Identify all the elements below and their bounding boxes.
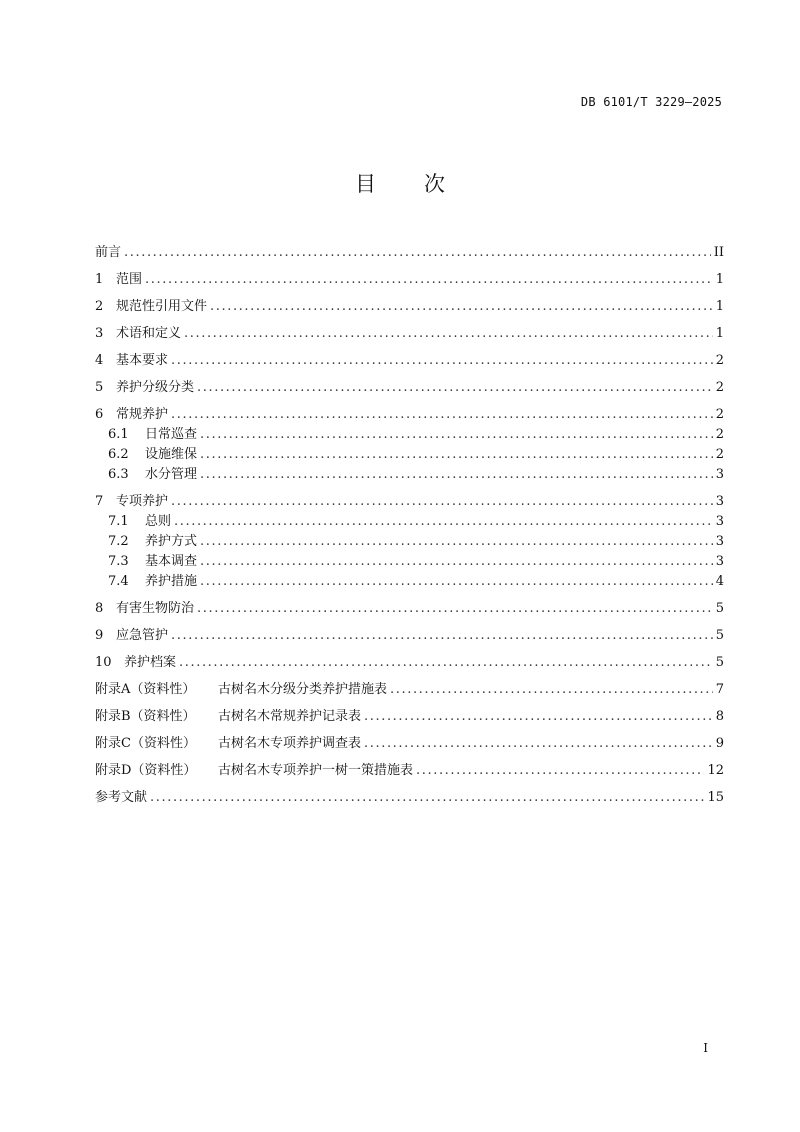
dot-leader <box>171 351 713 371</box>
toc-entry[interactable] <box>95 465 724 485</box>
toc-entry-page: 1 <box>715 299 724 314</box>
toc-entry-number: 5 <box>95 380 104 395</box>
toc-entry-page: 1 <box>715 272 724 287</box>
toc-entry-number: 6.1 <box>108 427 129 442</box>
toc-entry-page: 8 <box>715 709 724 724</box>
toc-entry-title: 基本要求 <box>116 353 169 368</box>
toc-entry-page: 3 <box>715 514 724 529</box>
toc-entry-title: 术语和定义 <box>116 326 182 341</box>
toc-entry[interactable] <box>95 599 724 619</box>
toc-entry-page: 3 <box>715 534 724 549</box>
page-title: 目次 <box>355 172 493 196</box>
toc-entry[interactable] <box>95 324 724 344</box>
page-number: I <box>703 1041 708 1055</box>
document-code: DB 6101/T 3229—2025 <box>580 95 722 109</box>
dot-leader <box>171 626 713 646</box>
toc-entry[interactable] <box>95 572 724 592</box>
toc-entry[interactable] <box>95 492 724 512</box>
toc-entry-number: 10 <box>95 655 112 670</box>
dot-leader <box>210 297 713 317</box>
toc-entry[interactable] <box>95 512 724 532</box>
toc-entry-number: 9 <box>95 628 104 643</box>
dot-leader <box>200 532 713 552</box>
dot-leader <box>145 270 713 290</box>
toc-entry-number: 4 <box>95 353 104 368</box>
toc-entry[interactable] <box>95 297 724 317</box>
toc-entry-page: 3 <box>715 494 724 509</box>
toc-entry-number: 7.4 <box>108 574 129 589</box>
toc-entry-number: 8 <box>95 601 104 616</box>
toc-entry[interactable] <box>95 378 724 398</box>
toc-entry-title: 常规养护 <box>116 407 169 422</box>
dot-leader <box>200 552 713 572</box>
toc-entry-number: 3 <box>95 326 104 341</box>
dot-leader <box>416 761 704 781</box>
toc-entry-title: 前言 <box>95 245 122 260</box>
dot-leader <box>184 324 713 344</box>
toc-entry[interactable] <box>95 351 724 371</box>
toc-entry-number: 7.3 <box>108 554 129 569</box>
toc-entry-number: 7.2 <box>108 534 129 549</box>
dot-leader <box>197 378 713 398</box>
toc-entry-number: 6 <box>95 407 104 422</box>
dot-leader <box>150 788 704 808</box>
toc-entry-title: 范围 <box>116 272 143 287</box>
toc-entry[interactable] <box>95 425 724 445</box>
dot-leader <box>364 707 713 727</box>
toc-entry-page: 2 <box>715 353 724 368</box>
toc-entry-page: 3 <box>715 467 724 482</box>
toc-entry-title: 有害生物防治 <box>116 601 195 616</box>
dot-leader <box>364 734 713 754</box>
toc-entry[interactable] <box>95 552 724 572</box>
toc-entry-page: 4 <box>715 574 724 589</box>
toc-entry[interactable] <box>95 788 724 808</box>
dot-leader <box>200 445 713 465</box>
toc-entry-title: 养护方式 <box>145 534 198 549</box>
dot-leader <box>200 572 713 592</box>
toc-entry-page: 9 <box>715 736 724 751</box>
toc-entry-number: 6.3 <box>108 467 129 482</box>
toc-entry-page: 5 <box>715 601 724 616</box>
toc-entry-title: 养护档案 <box>124 655 177 670</box>
toc-entry-title: 水分管理 <box>145 467 198 482</box>
toc-entry-number: 7.1 <box>108 514 129 529</box>
dot-leader <box>200 425 713 445</box>
toc-entry-title: 基本调查 <box>145 554 198 569</box>
toc-entry-page: 5 <box>715 628 724 643</box>
table-of-contents <box>95 243 724 808</box>
toc-entry-title: 古树名木专项养护调查表 <box>218 736 362 751</box>
dot-leader <box>197 599 713 619</box>
dot-leader <box>171 405 713 425</box>
toc-entry[interactable] <box>95 270 724 290</box>
toc-entry-title: 参考文献 <box>95 790 148 805</box>
toc-entry-number: 6.2 <box>108 447 129 462</box>
toc-entry-title: 总则 <box>145 514 172 529</box>
toc-entry-number: 附录D（资料性） <box>95 763 197 778</box>
toc-entry-title: 古树名木专项养护一树一策措施表 <box>218 763 414 778</box>
toc-entry-title: 日常巡查 <box>145 427 198 442</box>
toc-entry-page: 2 <box>715 407 724 422</box>
toc-entry-title: 设施维保 <box>145 447 198 462</box>
toc-entry[interactable] <box>95 532 724 552</box>
toc-entry-page: 5 <box>715 655 724 670</box>
toc-entry[interactable] <box>95 445 724 465</box>
toc-entry[interactable] <box>95 734 724 754</box>
toc-entry-page: 2 <box>715 427 724 442</box>
toc-entry-page: 1 <box>715 326 724 341</box>
toc-entry-number: 7 <box>95 494 104 509</box>
toc-entry[interactable] <box>95 243 724 263</box>
toc-entry-number: 附录C（资料性） <box>95 736 196 751</box>
toc-entry[interactable] <box>95 707 724 727</box>
toc-entry-page: 7 <box>715 682 724 697</box>
toc-entry[interactable] <box>95 680 724 700</box>
toc-entry-page: II <box>713 245 724 260</box>
toc-entry-title: 养护措施 <box>145 574 198 589</box>
toc-entry-page: 12 <box>707 763 724 778</box>
toc-entry-title: 古树名木分级分类养护措施表 <box>218 682 388 697</box>
toc-entry[interactable] <box>95 405 724 425</box>
dot-leader <box>390 680 713 700</box>
toc-entry-title: 专项养护 <box>116 494 169 509</box>
toc-entry[interactable] <box>95 626 724 646</box>
toc-entry-title: 古树名木常规养护记录表 <box>218 709 362 724</box>
dot-leader <box>179 653 713 673</box>
toc-entry-page: 15 <box>707 790 724 805</box>
dot-leader <box>124 243 711 263</box>
dot-leader <box>200 465 713 485</box>
toc-entry-title: 养护分级分类 <box>116 380 195 395</box>
toc-entry[interactable] <box>95 653 724 673</box>
toc-entry-page: 2 <box>715 447 724 462</box>
dot-leader <box>171 492 713 512</box>
toc-entry-number: 附录A（资料性） <box>95 682 196 697</box>
toc-entry-page: 2 <box>715 380 724 395</box>
toc-entry-number: 2 <box>95 299 104 314</box>
toc-entry-page: 3 <box>715 554 724 569</box>
dot-leader <box>174 512 713 532</box>
toc-entry-title: 规范性引用文件 <box>116 299 208 314</box>
toc-entry-title: 应急管护 <box>116 628 169 643</box>
toc-entry-number: 1 <box>95 272 104 287</box>
toc-entry[interactable] <box>95 761 724 781</box>
toc-entry-number: 附录B（资料性） <box>95 709 196 724</box>
